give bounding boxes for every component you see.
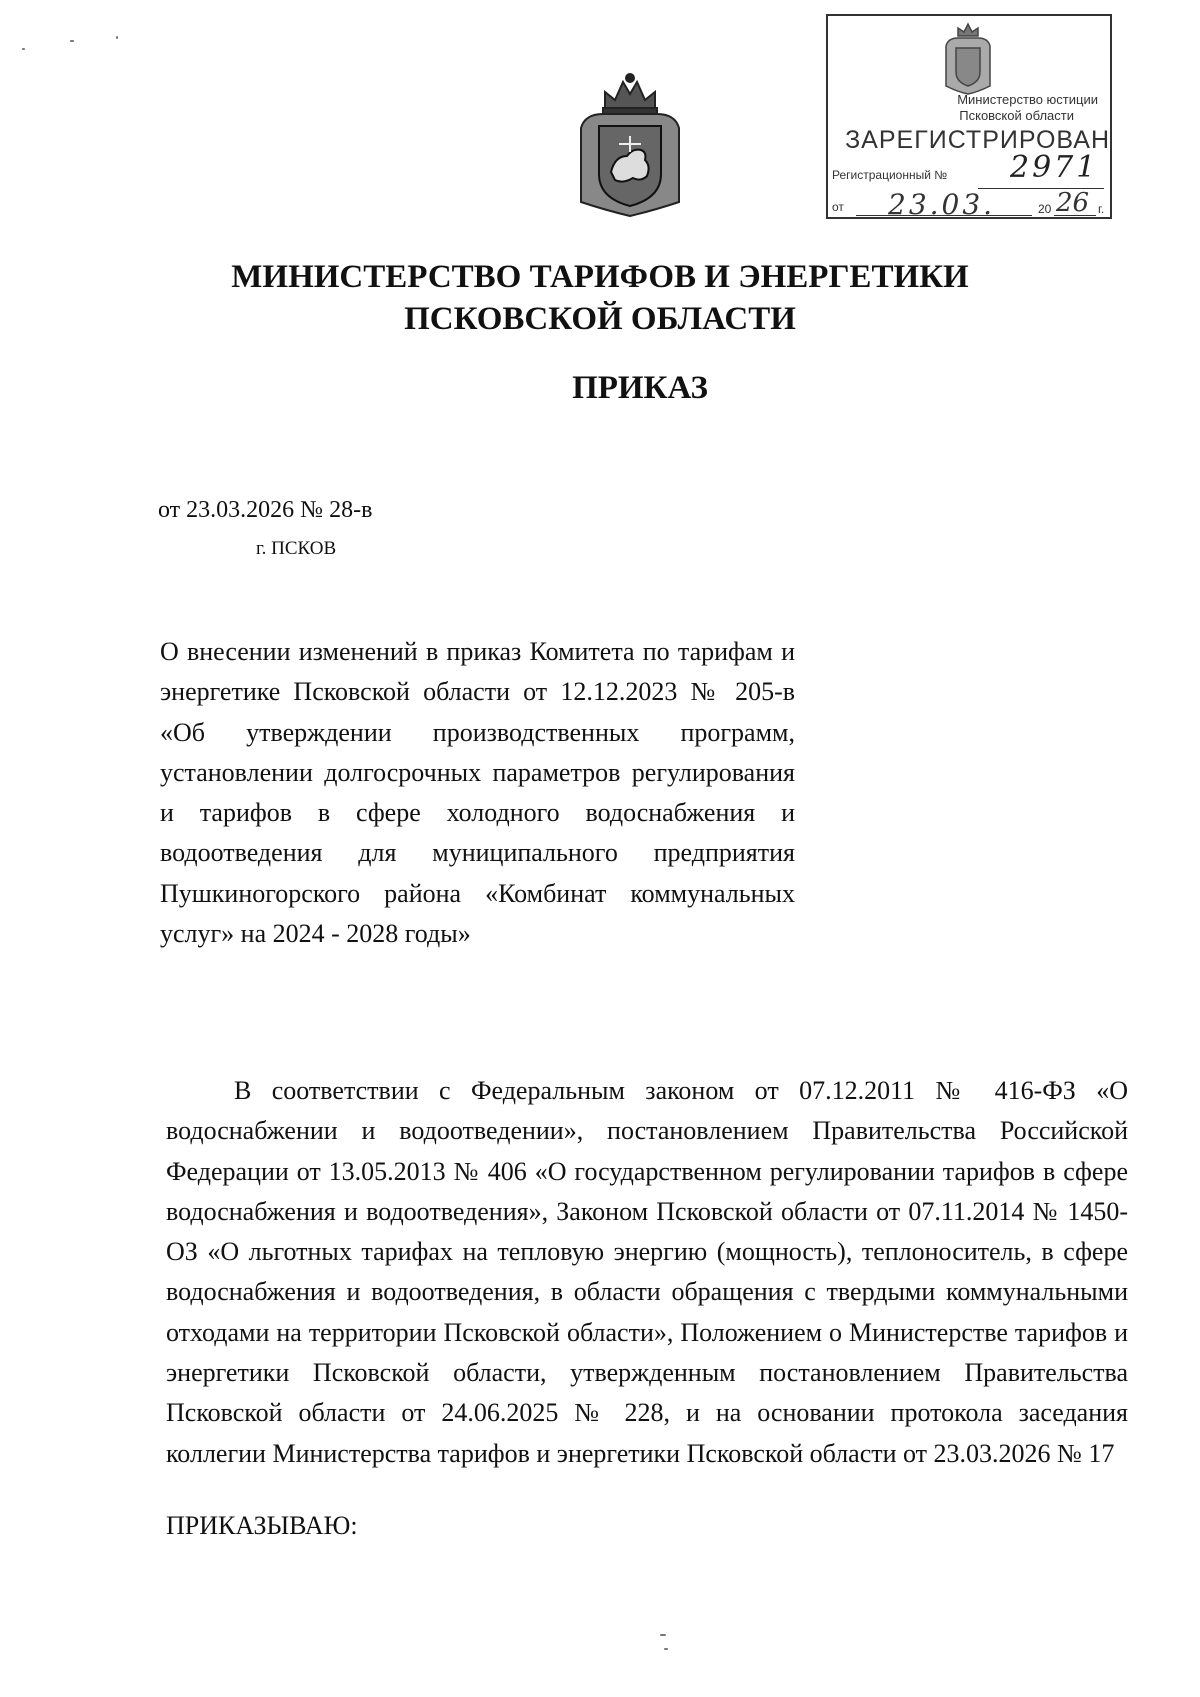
stamp-reg-number: 2971	[1010, 150, 1099, 185]
stamp-year-suffix: 26	[1056, 188, 1090, 218]
stamp-region: Псковской области	[959, 108, 1074, 123]
stamp-emblem-icon	[940, 20, 996, 98]
order-city: г. ПСКОВ	[256, 538, 337, 559]
stamp-status: ЗАРЕГИСТРИРОВАН	[845, 126, 1110, 154]
scan-speck	[116, 36, 118, 39]
coat-of-arms-emblem	[575, 70, 685, 220]
order-preamble: В соответствии с Федеральным законом от 07.12.2011 № 416-ФЗ «О водоснабжении и водоотведении», постановлением Правительства Российской Федерации от 13.05.2013 № 406 «О государственном регулировании тарифов в сфере водоснабжения и водоотведения», Законом Псковской области от 07.11.2014 № 1450-ОЗ «О льготных тарифах на тепловую энергию (мощность), теплоноситель, в сфере водоснабжения и водоотведения, в области обращения с твердыми коммунальными отходами на территории Псковской области», Положением о Министерстве тарифов и энергетики Псковской области, утвержденным постановлением Правительства Псковской области от 24.06.2025 № 228, и на основании протокола заседания коллегии Министерства тарифов и энергетики Псковской области от 23.03.2026 № 17	[166, 1076, 1128, 1468]
stamp-date-label: от	[832, 200, 844, 214]
scan-speck	[22, 48, 25, 50]
order-subject: О внесении изменений в приказ Комитета по тарифам и энергетике Псковской области от 12.12.2023 № 205-в «Об утверждении производственных программ, установлении долгосрочных параметров регулирования и тарифов в сфере холодного водоснабжения и водоотведения для муниципального предприятия Пушкиногорского района «Комбинат коммунальных услуг» на 2024 - 2028 годы»	[160, 637, 795, 949]
order-directive: ПРИКАЗЫВАЮ:	[166, 1511, 358, 1540]
stamp-year-unit: г.	[1098, 202, 1105, 216]
stamp-ministry: Министерство юстиции	[957, 92, 1098, 107]
ministry-title-line2: ПСКОВСКОЙ ОБЛАСТИ	[404, 301, 796, 337]
scan-speck	[70, 40, 74, 42]
stamp-year-prefix: 20	[1038, 202, 1052, 216]
ministry-title	[200, 256, 1000, 340]
ministry-title-line1: МИНИСТЕРСТВО ТАРИФОВ И ЭНЕРГЕТИКИ	[231, 259, 969, 295]
order-date-number: от 23.03.2026 № 28-в	[158, 497, 373, 523]
stamp-reg-number-label: Регистрационный №	[832, 168, 948, 182]
document-type: ПРИКАЗ	[572, 370, 708, 406]
stamp-date: 23.03.	[888, 188, 996, 221]
registration-stamp	[826, 14, 1112, 219]
scan-speck	[664, 1648, 668, 1650]
scan-speck	[660, 1634, 666, 1636]
